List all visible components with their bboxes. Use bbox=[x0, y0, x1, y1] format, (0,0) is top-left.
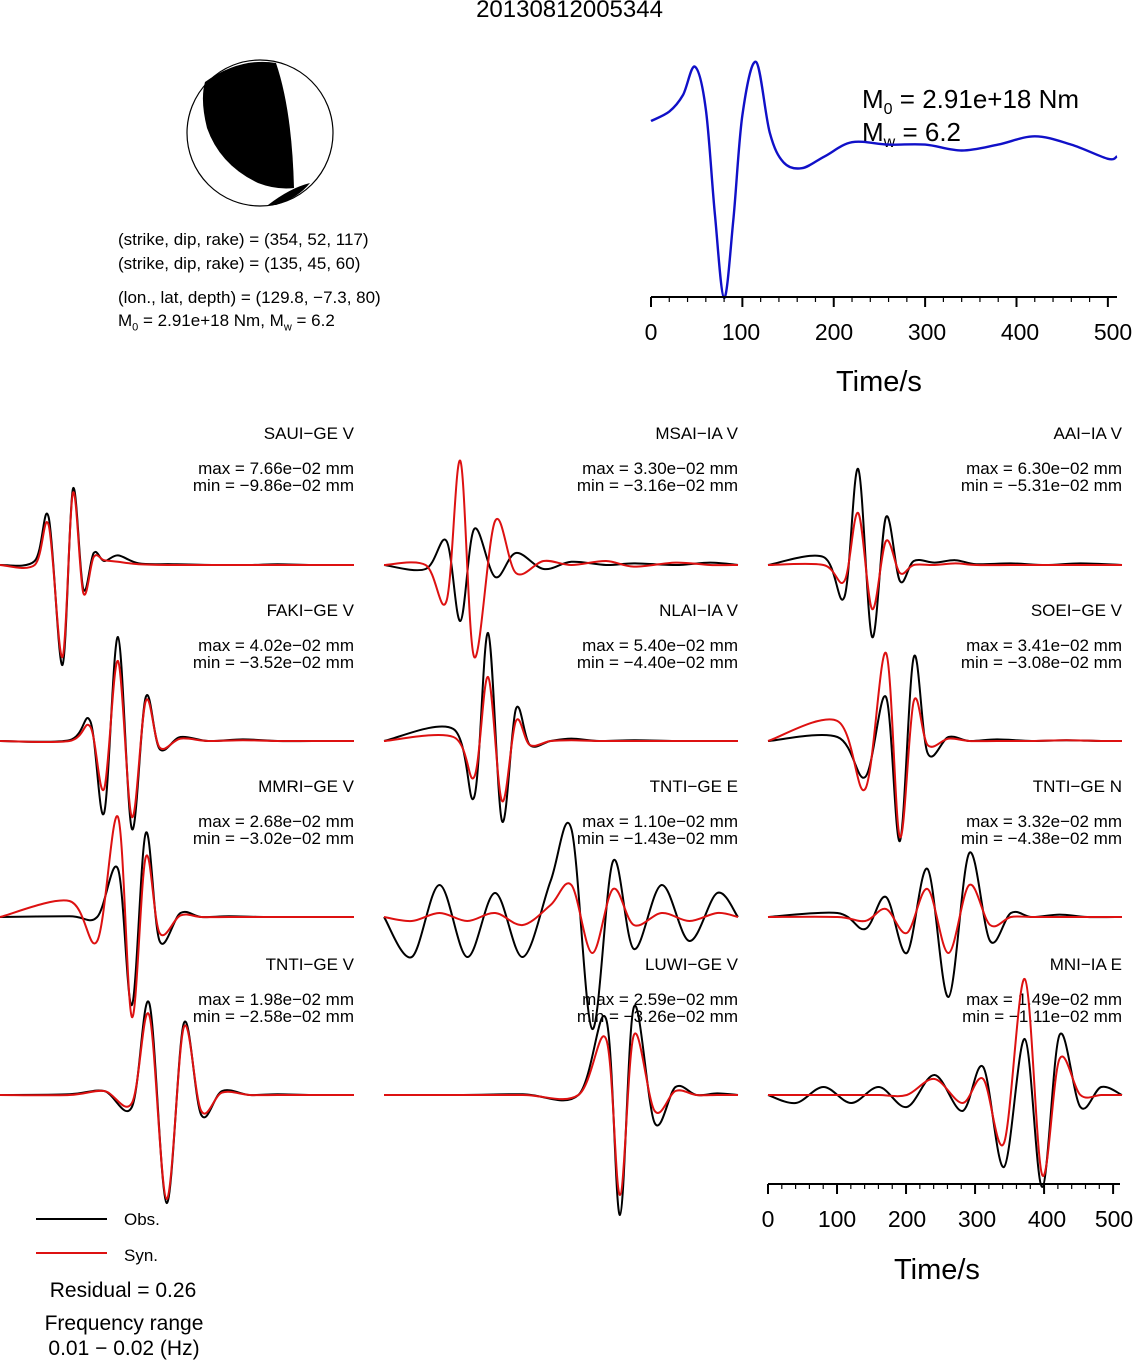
obs-trace bbox=[384, 528, 738, 621]
station-min-label: min = −4.40e−02 mm bbox=[576, 653, 738, 672]
bottom-x-axis-title: Time/s bbox=[894, 1254, 980, 1286]
bottom-tick-label: 300 bbox=[957, 1206, 997, 1232]
stf-tick-label: 300 bbox=[907, 319, 947, 345]
syn-trace bbox=[384, 461, 738, 658]
location-depth: (lon., lat, depth) = (129.8, −7.3, 80) bbox=[118, 288, 381, 307]
moment-sub: 0 bbox=[132, 321, 139, 334]
station-max-label: max = 1.98e−02 mm bbox=[198, 990, 354, 1009]
legend bbox=[36, 1219, 107, 1253]
station-min-label: min = −2.58e−02 mm bbox=[192, 1007, 354, 1026]
bottom-tick-label: 100 bbox=[817, 1206, 857, 1232]
obs-trace bbox=[384, 633, 738, 822]
stf-tick-label: 500 bbox=[1093, 319, 1133, 345]
frequency-range-value: 0.01 − 0.02 (Hz) bbox=[48, 1337, 200, 1360]
waveform-traces bbox=[0, 461, 1122, 1215]
station-label: TNTI−GE V bbox=[265, 955, 354, 974]
station-max-label: max = 5.40e−02 mm bbox=[582, 636, 738, 655]
nodal-plane-1: (strike, dip, rake) = (354, 52, 117) bbox=[118, 230, 369, 249]
stf-tick-label: 0 bbox=[644, 319, 658, 345]
stf-tick-label: 100 bbox=[721, 319, 761, 345]
nodal-plane-2: (strike, dip, rake) = (135, 45, 60) bbox=[118, 254, 361, 273]
station-max-label: max = 2.68e−02 mm bbox=[198, 812, 354, 831]
station-label: LUWI−GE V bbox=[644, 955, 738, 974]
station-min-label: min = −3.16e−02 mm bbox=[576, 476, 738, 495]
stf-plot bbox=[651, 62, 1117, 307]
stf-m0-value: = 2.91e+18 Nm bbox=[892, 84, 1080, 114]
station-label: MSAI−IA V bbox=[655, 424, 738, 443]
station-min-label: min = −3.02e−02 mm bbox=[192, 829, 354, 848]
syn-trace bbox=[0, 492, 354, 657]
bottom-tick-label: 400 bbox=[1027, 1206, 1067, 1232]
moment-value: = 2.91e+18 Nm, M bbox=[138, 311, 284, 330]
station-label: SAUI−GE V bbox=[263, 424, 354, 443]
station-min-label: min = −9.86e−02 mm bbox=[192, 476, 354, 495]
legend-obs-label: Obs. bbox=[124, 1210, 160, 1229]
station-label: MNI−IA E bbox=[1049, 955, 1122, 974]
obs-trace bbox=[0, 637, 354, 830]
station-min-label: min = −4.38e−02 mm bbox=[960, 829, 1122, 848]
station-max-label: max = 6.30e−02 mm bbox=[966, 459, 1122, 478]
stf-m0-symbol: M bbox=[862, 84, 884, 114]
stf-tick-label: 400 bbox=[1000, 319, 1040, 345]
station-label: TNTI−GE N bbox=[1032, 777, 1122, 796]
syn-trace bbox=[768, 979, 1122, 1176]
bottom-time-axis bbox=[768, 1184, 1120, 1194]
station-min-label: min = −3.08e−02 mm bbox=[960, 653, 1122, 672]
station-max-label: max = 3.41e−02 mm bbox=[966, 636, 1122, 655]
figure-title: 20130812005344 bbox=[476, 0, 663, 23]
stf-m0-sub: 0 bbox=[883, 101, 893, 119]
station-max-label: max = 4.02e−02 mm bbox=[198, 636, 354, 655]
obs-trace bbox=[768, 852, 1122, 997]
obs-trace bbox=[384, 1006, 738, 1215]
syn-trace bbox=[768, 653, 1122, 838]
mw-value: = 6.2 bbox=[291, 311, 335, 330]
syn-trace bbox=[768, 885, 1122, 953]
station-min-label: min = −3.26e−02 mm bbox=[576, 1007, 738, 1026]
bottom-tick-label: 500 bbox=[1094, 1206, 1134, 1232]
obs-trace bbox=[768, 469, 1122, 638]
station-label: NLAI−IA V bbox=[659, 601, 738, 620]
stf-tick-label: 200 bbox=[814, 319, 854, 345]
station-label: SOEI−GE V bbox=[1030, 601, 1122, 620]
station-max-label: max = 1.10e−02 mm bbox=[582, 812, 738, 831]
stf-mw-symbol: M bbox=[862, 117, 884, 147]
station-max-label: max = 2.59e−02 mm bbox=[582, 990, 738, 1009]
mw-sub: w bbox=[283, 321, 292, 334]
legend-syn-label: Syn. bbox=[124, 1246, 159, 1265]
station-max-label: max = 7.66e−02 mm bbox=[198, 459, 354, 478]
station-min-label: min = −5.31e−02 mm bbox=[960, 476, 1122, 495]
syn-trace bbox=[384, 1033, 738, 1195]
station-min-label: min = −3.52e−02 mm bbox=[192, 653, 354, 672]
stf-x-axis-title: Time/s bbox=[836, 366, 922, 398]
station-label: FAKI−GE V bbox=[266, 601, 354, 620]
syn-trace bbox=[384, 883, 738, 953]
moment-symbol: M bbox=[118, 311, 133, 330]
bottom-tick-label: 200 bbox=[887, 1206, 927, 1232]
stf-mw-value: = 6.2 bbox=[895, 117, 962, 147]
station-min-label: min = −1.11e−02 mm bbox=[962, 1007, 1122, 1026]
stf-curve bbox=[651, 62, 1117, 298]
station-label: MMRI−GE V bbox=[258, 777, 354, 796]
bottom-tick-label: 0 bbox=[761, 1206, 775, 1232]
obs-trace bbox=[768, 655, 1122, 841]
syn-trace bbox=[0, 1013, 354, 1199]
residual-text: Residual = 0.26 bbox=[49, 1279, 197, 1302]
station-max-label: max = 1.49e−02 mm bbox=[966, 990, 1122, 1009]
station-max-label: max = 3.30e−02 mm bbox=[582, 459, 738, 478]
beachball-icon bbox=[187, 60, 333, 206]
frequency-range-label: Frequency range bbox=[44, 1312, 204, 1335]
obs-trace bbox=[384, 823, 738, 1029]
station-label: TNTI−GE E bbox=[649, 777, 738, 796]
station-label: AAI−IA V bbox=[1053, 424, 1122, 443]
station-min-label: min = −1.43e−02 mm bbox=[576, 829, 738, 848]
syn-trace bbox=[0, 661, 354, 817]
obs-trace bbox=[768, 1033, 1122, 1187]
stf-mw-sub: w bbox=[883, 134, 896, 152]
station-max-label: max = 3.32e−02 mm bbox=[966, 812, 1122, 831]
